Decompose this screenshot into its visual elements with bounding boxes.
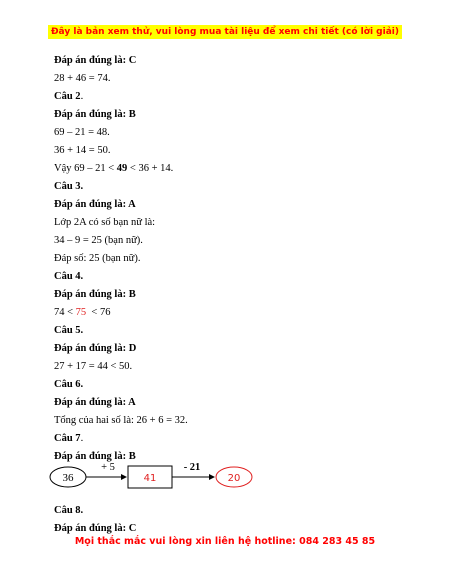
question-dot: . — [80, 433, 84, 444]
answer-line: Đáp án đúng là: A — [54, 199, 136, 210]
calc-line: 28 + 46 = 74. — [54, 73, 111, 84]
answer-line: Đáp án đúng là: A — [54, 397, 136, 408]
answer-line: Đáp án đúng là: B — [54, 109, 136, 120]
question-dot: . — [80, 91, 84, 102]
answer-line: Đáp án đúng là: B — [54, 289, 136, 300]
answer-line: Đáp án đúng là: B — [54, 451, 136, 462]
comparison-line — [54, 160, 414, 178]
question-heading: Câu 3. — [54, 181, 84, 192]
result-line: Đáp số: 25 (bạn nữ). — [54, 253, 141, 264]
answer-line: Đáp án đúng là: C — [54, 55, 137, 66]
answer-line: Đáp án đúng là: D — [54, 343, 137, 354]
calc-line: Tổng của hai số là: 26 + 6 = 32. — [54, 415, 188, 426]
operation-2: - 21 — [183, 462, 201, 473]
hotline-footer: Mọi thắc mắc vui lòng xin liên hệ hotline: 084 283 45 85 — [74, 536, 376, 547]
question-heading: Câu 4. — [54, 271, 84, 282]
question-heading — [54, 430, 414, 448]
calc-line: 69 – 21 = 48. — [54, 127, 110, 138]
comparison-right: < 76 — [86, 307, 111, 318]
calc-line: 36 + 14 = 50. — [54, 145, 111, 156]
calc-line: 34 – 9 = 25 (bạn nữ). — [54, 235, 143, 246]
question-label: Câu 7 — [54, 433, 81, 444]
question-label: Câu 2 — [54, 91, 81, 102]
operation-1: + 5 — [101, 462, 115, 473]
text-line: Lớp 2A có số bạn nữ là: — [54, 217, 156, 228]
comparison-answer: 75 — [75, 307, 87, 318]
preview-banner: Đây là bản xem thử, vui lòng mua tài liệu để xem chi tiết (có lời giải) — [48, 25, 402, 39]
comparison-left: 74 < — [54, 307, 76, 318]
question-heading: Câu 5. — [54, 325, 84, 336]
calculation-diagram — [48, 458, 278, 494]
question-heading: Câu 8. — [54, 505, 84, 516]
question-heading: Câu 6. — [54, 379, 84, 390]
calc-line: 27 + 17 = 44 < 50. — [54, 361, 133, 372]
comparison-answer: 49 — [116, 163, 128, 174]
comparison-right: < 36 + 14. — [127, 163, 174, 174]
question-heading — [54, 88, 414, 106]
start-value: 36 — [62, 472, 74, 484]
comparison-left: Vậy 69 – 21 < — [54, 163, 117, 174]
comparison-line — [54, 304, 414, 322]
answer-line: Đáp án đúng là: C — [54, 523, 137, 534]
end-value: 20 — [227, 473, 241, 484]
middle-value: 41 — [143, 473, 157, 484]
